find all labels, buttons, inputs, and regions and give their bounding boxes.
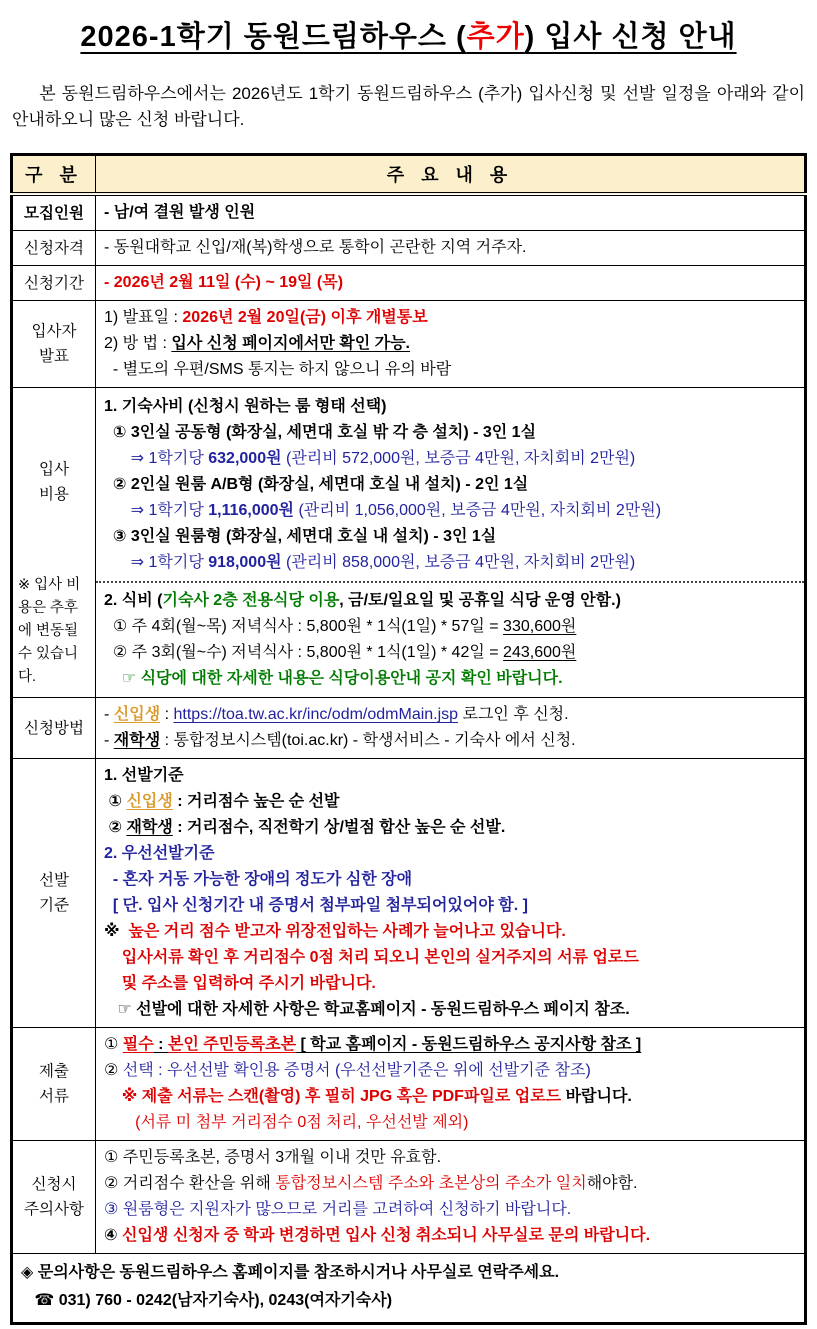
row-label-text: 제출	[39, 1063, 69, 1080]
text-segment: :	[160, 706, 174, 723]
content-line	[104, 919, 796, 945]
header-main-content: 주 요 내 용	[96, 155, 806, 195]
text-segment: ③ 3인실 원룸형 (화장실, 세면대 호실 내 설치) - 3인 1실	[104, 527, 497, 545]
row-label-text: 선발	[39, 872, 69, 889]
text-segment: ☞ 식당에 대한 자세한 내용은 식당이용안내 공지 확인 바랍니다.	[104, 669, 563, 687]
text-segment: ①	[104, 1036, 123, 1053]
content-line	[104, 550, 796, 576]
row-label-text: 신청시	[31, 1176, 77, 1193]
content-line	[104, 588, 796, 614]
table-row	[12, 301, 806, 388]
table-header-row	[12, 155, 806, 195]
row-label	[12, 698, 96, 759]
text-segment: 높은 거리 점수 받고자 위장전입하는 사례가 늘어나고 있습니다.	[128, 923, 566, 940]
text-segment: (관리비 858,000원, 보증금 4만원, 자치회비 2만원)	[281, 553, 636, 571]
content-line	[104, 200, 796, 226]
content-line	[104, 1145, 796, 1171]
text-segment: 918,000원	[208, 553, 282, 571]
content-line	[104, 524, 796, 550]
content-line	[104, 472, 796, 498]
text-segment: ※ 제출 서류는 스캔(촬영) 후 필히 JPG 혹은 PDF파일로 업로드	[104, 1088, 566, 1105]
text-segment: - 남/여 결원 발생 인원	[104, 204, 256, 221]
text-segment: : 거리점수 높은 순 선발	[172, 793, 340, 810]
text-segment: ② 2인실 원룸 A/B형 (화장실, 세면대 호실 내 설치) - 2인 1실	[104, 475, 529, 493]
content-line	[104, 420, 796, 446]
text-segment: 입사 신청 페이지에서만 확인 가능.	[171, 335, 410, 352]
row-label	[12, 1141, 96, 1254]
table-row	[12, 194, 806, 231]
row-content	[96, 194, 806, 231]
content-line	[104, 446, 796, 472]
row-label-text: 신청기간	[24, 274, 84, 292]
contact-info	[12, 1254, 806, 1324]
row-label	[12, 301, 96, 388]
text-segment: ① 주 4회(월~목) 저녁식사 : 5,800원 * 1식(1일) * 57일 =	[104, 617, 504, 635]
table-body	[12, 194, 806, 1254]
text-segment: 2. 우선선발기준	[104, 845, 215, 862]
row-label-text: 입사	[39, 461, 69, 478]
notice-table	[10, 153, 807, 1325]
content-line	[104, 394, 796, 420]
row-label-text: 신청자격	[24, 239, 84, 257]
text-segment: 2. 식비 (	[104, 591, 163, 609]
content-line	[104, 640, 796, 666]
content-line	[104, 235, 796, 261]
content-line	[104, 971, 796, 997]
intro-paragraph: 본 동원드림하우스에서는 2026년도 1학기 동원드림하우스 (추가) 입사신청 및 선발 일정을 아래와 같이 안내하오니 많은 신청 바랍니다.	[12, 84, 805, 129]
row-content	[96, 698, 806, 759]
page-title-highlight: 추가	[466, 21, 525, 53]
text-segment: 243,600원	[503, 643, 577, 661]
row-label-text: 주의사항	[24, 1201, 84, 1218]
row-label-text: 발표	[39, 348, 69, 365]
page-title	[10, 14, 807, 55]
application-url-link[interactable]: https://toa.tw.ac.kr/inc/odm/odmMain.jsp	[173, 706, 459, 723]
text-segment: (서류 미 첨부 거리점수 0점 처리, 우선선발 제외)	[104, 1114, 469, 1131]
dotted-divider	[96, 581, 804, 583]
row-label	[12, 1028, 96, 1141]
footer-row	[12, 1254, 806, 1324]
row-content	[96, 231, 806, 266]
page-title-post: ) 입사 신청 안내	[524, 21, 737, 53]
text-segment: ③ 원룸형은 지원자가 많으므로 거리를 고려하여 신청하기 바랍니다.	[104, 1201, 572, 1218]
content-line	[104, 867, 796, 893]
content-line	[104, 305, 796, 331]
row-label	[12, 231, 96, 266]
text-segment: ⇒ 1학기당	[104, 501, 209, 519]
row-label	[12, 388, 96, 698]
content-line	[104, 815, 796, 841]
content-line	[104, 1223, 796, 1249]
text-segment: ☞ 선발에 대한 자세한 사항은 학교홈페이지 - 동원드림하우스 페이지 참조.	[104, 1001, 630, 1018]
row-content	[96, 1028, 806, 1141]
text-segment: 재학생	[126, 819, 173, 836]
text-segment: 330,600원	[503, 617, 577, 635]
text-segment: , 금/토/일요일 및 공휴일 식당 운영 안함.)	[339, 591, 621, 609]
table-row	[12, 698, 806, 759]
text-segment: ① 3인실 공동형 (화장실, 세면대 호실 밖 각 층 설치) - 3인 1실	[104, 423, 537, 441]
row-label-text: 기준	[39, 897, 69, 914]
text-segment: 및 주소를 입력하여 주시기 바랍니다.	[104, 975, 376, 992]
row-content	[96, 1141, 806, 1254]
table-row	[12, 231, 806, 266]
label-note: ※ 입사 비용은 추후에 변동될 수 있습니다.	[18, 577, 81, 685]
content-line	[104, 1171, 796, 1197]
text-segment: 1. 선발기준	[104, 767, 184, 784]
table-row	[12, 759, 806, 1028]
text-segment: - 혼자 거동 가능한 장애의 정도가 심한 장애	[104, 871, 413, 888]
row-label	[12, 194, 96, 231]
page-title-pre: 2026-1학기 동원드림하우스 (	[80, 21, 467, 53]
content-line	[104, 331, 796, 357]
text-segment: 로그인 후 신청.	[458, 706, 569, 723]
text-segment: ②	[104, 1062, 123, 1079]
row-label	[12, 759, 96, 1028]
content-line	[104, 997, 796, 1023]
text-segment: ②	[104, 819, 127, 836]
text-segment: 재학생	[113, 732, 161, 749]
content-line	[104, 728, 796, 754]
text-segment: ② 주 3회(월~수) 저녁식사 : 5,800원 * 1식(1일) * 42일 =	[104, 643, 504, 661]
row-content	[96, 301, 806, 388]
content-line	[104, 1197, 796, 1223]
content-line	[104, 945, 796, 971]
header-category: 구 분	[12, 155, 96, 195]
text-segment: 신입생	[113, 706, 161, 723]
contact-line: ◈ 문의사항은 동원드림하우스 홈페이지를 참조하시거나 사무실로 연락주세요.	[21, 1264, 560, 1281]
text-segment: 1,116,000원	[208, 501, 295, 519]
text-segment: - 별도의 우편/SMS 통지는 하지 않으니 유의 바람	[104, 361, 452, 378]
text-segment: 선택 : 우선선발 확인용 증명서 (우선선발기준은 위에 선발기준 참조)	[122, 1062, 591, 1079]
text-segment: :	[153, 1036, 168, 1053]
text-segment: 신입생 신청자 중 학과 변경하면 입사 신청 취소되니 사무실로 문의 바랍니다.	[122, 1227, 651, 1244]
text-segment: ② 거리점수 환산을 위해	[104, 1175, 276, 1192]
text-segment: -	[104, 732, 114, 749]
content-line	[104, 614, 796, 640]
content-line	[104, 498, 796, 524]
text-segment: ⇒ 1학기당	[104, 553, 209, 571]
content-line	[104, 666, 796, 692]
row-content	[96, 266, 806, 301]
content-line	[104, 1084, 796, 1110]
content-line	[104, 893, 796, 919]
text-segment: - 동원대학교 신입/재(복)학생으로 통학이 곤란한 지역 거주자.	[104, 239, 527, 256]
text-segment: 2026년 2월 20일(금) 이후 개별통보	[182, 309, 428, 326]
content-line	[104, 1110, 796, 1136]
content-line	[104, 841, 796, 867]
text-segment: ⇒ 1학기당	[104, 449, 209, 467]
content-line	[104, 270, 796, 296]
text-segment: ※	[104, 923, 129, 940]
text-segment: 본인 주민등록초본	[167, 1036, 297, 1053]
row-label-text: 비용	[39, 486, 69, 503]
row-content	[96, 759, 806, 1028]
row-content	[96, 388, 806, 698]
text-segment: [ 학교 홈페이지 - 동원드림하우스 공지사항 참조 ]	[296, 1036, 642, 1053]
text-segment: 1. 기숙사비 (신청시 원하는 룸 형태 선택)	[104, 397, 387, 415]
table-row	[12, 266, 806, 301]
row-label-text: 서류	[39, 1088, 69, 1105]
text-segment: : 통합정보시스템(toi.ac.kr) - 학생서비스 - 기숙사 에서 신청.	[160, 732, 576, 749]
content-line	[104, 789, 796, 815]
text-segment: 필수	[122, 1036, 154, 1053]
text-segment: 기숙사 2층 전용식당 이용	[162, 591, 340, 609]
content-line	[104, 357, 796, 383]
text-segment: - 2026년 2월 11일 (수) ~ 19일 (목)	[104, 274, 344, 291]
text-segment: 바랍니다.	[565, 1088, 632, 1105]
text-segment: 통합정보시스템 주소와 초본상의 주소가 일치	[275, 1175, 587, 1192]
text-segment: 입사서류 확인 후 거리점수 0점 처리 되오니 본인의 실거주지의 서류 업로드	[104, 949, 639, 966]
content-line	[104, 1058, 796, 1084]
text-segment: [ 단. 입사 신청기간 내 증명서 첨부파일 첨부되어있어야 함. ]	[104, 897, 528, 914]
text-segment: ④	[104, 1227, 122, 1244]
text-segment: ①	[104, 793, 127, 810]
row-label-text: 입사자	[31, 323, 77, 340]
content-line	[104, 1032, 796, 1058]
content-line	[104, 702, 796, 728]
text-segment: -	[104, 706, 114, 723]
table-row	[12, 1028, 806, 1141]
phone-line: ☎ 031) 760 - 0242(남자기숙사), 0243(여자기숙사)	[21, 1292, 393, 1309]
text-segment: 1) 발표일 :	[104, 309, 183, 326]
text-segment: 2) 방 법 :	[104, 335, 172, 352]
row-label-text: 모집인원	[24, 204, 84, 222]
text-segment: 해야함.	[586, 1175, 638, 1192]
table-row	[12, 388, 806, 698]
text-segment: (관리비 1,056,000원, 보증금 4만원, 자치회비 2만원)	[294, 501, 662, 519]
row-label	[12, 266, 96, 301]
text-segment: (관리비 572,000원, 보증금 4만원, 자치회비 2만원)	[281, 449, 636, 467]
text-segment: 632,000원	[208, 449, 282, 467]
table-row	[12, 1141, 806, 1254]
text-segment: : 거리점수, 직전학기 상/벌점 합산 높은 순 선발.	[172, 819, 506, 836]
row-label-text: 신청방법	[24, 719, 84, 737]
content-line	[104, 763, 796, 789]
text-segment: ① 주민등록초본, 증명서 3개월 이내 것만 유효함.	[104, 1149, 442, 1166]
text-segment: 신입생	[126, 793, 173, 810]
